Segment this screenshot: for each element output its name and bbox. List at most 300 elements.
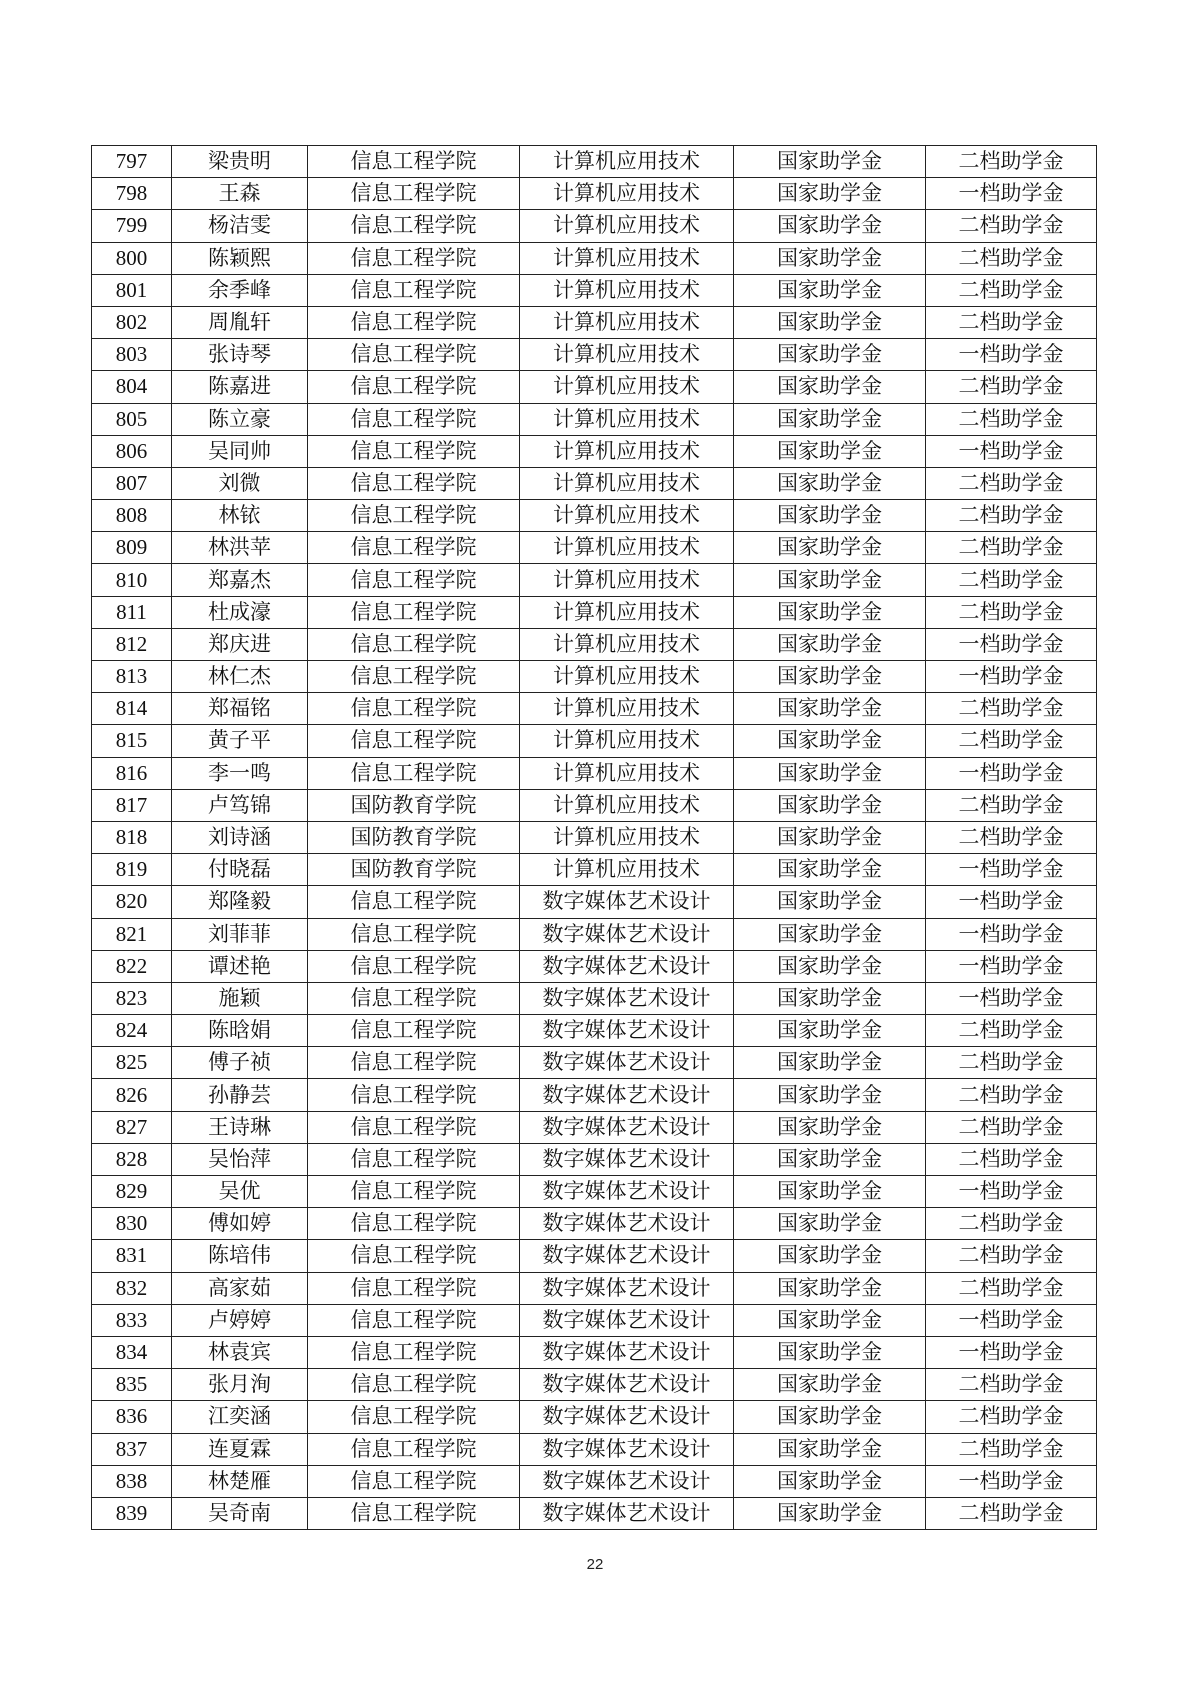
cell-number: 833 (92, 1304, 172, 1336)
cell-college: 国防教育学院 (308, 854, 520, 886)
cell-number: 821 (92, 918, 172, 950)
cell-aid-level: 二档助学金 (926, 596, 1097, 628)
cell-number: 827 (92, 1111, 172, 1143)
cell-college: 信息工程学院 (308, 725, 520, 757)
cell-name: 张月洵 (172, 1369, 308, 1401)
cell-number: 806 (92, 435, 172, 467)
cell-aid-level: 二档助学金 (926, 693, 1097, 725)
cell-number: 820 (92, 886, 172, 918)
cell-name: 吴奇南 (172, 1497, 308, 1529)
cell-major: 数字媒体艺术设计 (520, 1497, 734, 1529)
cell-aid-type: 国家助学金 (734, 918, 926, 950)
cell-aid-level: 二档助学金 (926, 789, 1097, 821)
cell-college: 信息工程学院 (308, 306, 520, 338)
cell-aid-level: 二档助学金 (926, 1143, 1097, 1175)
cell-number: 807 (92, 467, 172, 499)
cell-aid-type: 国家助学金 (734, 274, 926, 306)
cell-major: 数字媒体艺术设计 (520, 1047, 734, 1079)
table-row (92, 242, 1097, 274)
cell-major: 数字媒体艺术设计 (520, 1208, 734, 1240)
cell-major: 数字媒体艺术设计 (520, 1079, 734, 1111)
cell-aid-level: 二档助学金 (926, 1272, 1097, 1304)
cell-college: 国防教育学院 (308, 789, 520, 821)
cell-aid-type: 国家助学金 (734, 1433, 926, 1465)
cell-college: 国防教育学院 (308, 821, 520, 853)
cell-college: 信息工程学院 (308, 178, 520, 210)
table-row (92, 1369, 1097, 1401)
cell-college: 信息工程学院 (308, 403, 520, 435)
cell-aid-type: 国家助学金 (734, 886, 926, 918)
cell-name: 卢婷婷 (172, 1304, 308, 1336)
table-row (92, 435, 1097, 467)
cell-number: 826 (92, 1079, 172, 1111)
cell-aid-level: 二档助学金 (926, 821, 1097, 853)
cell-aid-level: 一档助学金 (926, 757, 1097, 789)
cell-aid-level: 二档助学金 (926, 467, 1097, 499)
cell-aid-type: 国家助学金 (734, 693, 926, 725)
cell-major: 计算机应用技术 (520, 789, 734, 821)
cell-name: 吴同帅 (172, 435, 308, 467)
cell-aid-level: 一档助学金 (926, 886, 1097, 918)
cell-aid-type: 国家助学金 (734, 178, 926, 210)
cell-aid-type: 国家助学金 (734, 306, 926, 338)
cell-name: 梁贵明 (172, 146, 308, 178)
cell-college: 信息工程学院 (308, 1240, 520, 1272)
table-row (92, 1047, 1097, 1079)
cell-major: 计算机应用技术 (520, 306, 734, 338)
cell-major: 数字媒体艺术设计 (520, 1272, 734, 1304)
cell-college: 信息工程学院 (308, 339, 520, 371)
cell-major: 计算机应用技术 (520, 339, 734, 371)
cell-name: 陈立豪 (172, 403, 308, 435)
cell-aid-type: 国家助学金 (734, 1465, 926, 1497)
cell-aid-type: 国家助学金 (734, 403, 926, 435)
cell-aid-level: 二档助学金 (926, 1079, 1097, 1111)
table-row (92, 1079, 1097, 1111)
table-row (92, 1176, 1097, 1208)
cell-college: 信息工程学院 (308, 1497, 520, 1529)
cell-aid-level: 一档助学金 (926, 661, 1097, 693)
cell-college: 信息工程学院 (308, 886, 520, 918)
cell-name: 连夏霖 (172, 1433, 308, 1465)
cell-number: 813 (92, 661, 172, 693)
cell-aid-level: 一档助学金 (926, 1304, 1097, 1336)
cell-aid-type: 国家助学金 (734, 242, 926, 274)
cell-college: 信息工程学院 (308, 1015, 520, 1047)
cell-major: 数字媒体艺术设计 (520, 1369, 734, 1401)
cell-college: 信息工程学院 (308, 1369, 520, 1401)
table-row (92, 1401, 1097, 1433)
table-row (92, 789, 1097, 821)
cell-aid-level: 二档助学金 (926, 1240, 1097, 1272)
cell-college: 信息工程学院 (308, 661, 520, 693)
cell-college: 信息工程学院 (308, 146, 520, 178)
cell-college: 信息工程学院 (308, 242, 520, 274)
cell-number: 802 (92, 306, 172, 338)
cell-major: 计算机应用技术 (520, 435, 734, 467)
cell-name: 王诗琳 (172, 1111, 308, 1143)
cell-number: 819 (92, 854, 172, 886)
table-row (92, 886, 1097, 918)
cell-number: 803 (92, 339, 172, 371)
cell-college: 信息工程学院 (308, 1111, 520, 1143)
cell-aid-type: 国家助学金 (734, 564, 926, 596)
table-row (92, 821, 1097, 853)
cell-college: 信息工程学院 (308, 1176, 520, 1208)
cell-aid-type: 国家助学金 (734, 1336, 926, 1368)
table-row (92, 596, 1097, 628)
cell-number: 801 (92, 274, 172, 306)
cell-aid-type: 国家助学金 (734, 1240, 926, 1272)
cell-college: 信息工程学院 (308, 1143, 520, 1175)
cell-college: 信息工程学院 (308, 1272, 520, 1304)
table-row (92, 661, 1097, 693)
cell-college: 信息工程学院 (308, 628, 520, 660)
cell-major: 计算机应用技术 (520, 628, 734, 660)
cell-aid-type: 国家助学金 (734, 146, 926, 178)
cell-aid-type: 国家助学金 (734, 1304, 926, 1336)
cell-college: 信息工程学院 (308, 1465, 520, 1497)
cell-aid-level: 一档助学金 (926, 339, 1097, 371)
cell-major: 计算机应用技术 (520, 821, 734, 853)
cell-aid-level: 二档助学金 (926, 1208, 1097, 1240)
cell-aid-level: 二档助学金 (926, 725, 1097, 757)
cell-name: 傅如婷 (172, 1208, 308, 1240)
cell-aid-level: 二档助学金 (926, 564, 1097, 596)
cell-major: 计算机应用技术 (520, 274, 734, 306)
cell-aid-level: 一档助学金 (926, 1176, 1097, 1208)
cell-major: 数字媒体艺术设计 (520, 1111, 734, 1143)
cell-aid-type: 国家助学金 (734, 1208, 926, 1240)
cell-college: 信息工程学院 (308, 210, 520, 242)
cell-number: 810 (92, 564, 172, 596)
cell-major: 计算机应用技术 (520, 532, 734, 564)
cell-college: 信息工程学院 (308, 1433, 520, 1465)
cell-aid-level: 二档助学金 (926, 1047, 1097, 1079)
cell-aid-type: 国家助学金 (734, 435, 926, 467)
cell-college: 信息工程学院 (308, 532, 520, 564)
table-row (92, 693, 1097, 725)
table-row (92, 306, 1097, 338)
cell-number: 800 (92, 242, 172, 274)
cell-aid-type: 国家助学金 (734, 532, 926, 564)
cell-aid-type: 国家助学金 (734, 1111, 926, 1143)
cell-name: 谭述艳 (172, 950, 308, 982)
cell-college: 信息工程学院 (308, 371, 520, 403)
cell-aid-level: 二档助学金 (926, 1433, 1097, 1465)
cell-name: 王森 (172, 178, 308, 210)
table-row (92, 146, 1097, 178)
cell-name: 陈晗娟 (172, 1015, 308, 1047)
cell-major: 计算机应用技术 (520, 725, 734, 757)
cell-major: 计算机应用技术 (520, 210, 734, 242)
cell-name: 郑庆进 (172, 628, 308, 660)
cell-name: 陈颖熙 (172, 242, 308, 274)
table-row (92, 1208, 1097, 1240)
cell-college: 信息工程学院 (308, 1304, 520, 1336)
cell-aid-level: 二档助学金 (926, 1497, 1097, 1529)
cell-aid-type: 国家助学金 (734, 1079, 926, 1111)
cell-college: 信息工程学院 (308, 1208, 520, 1240)
table-body (92, 146, 1097, 1530)
cell-college: 信息工程学院 (308, 1336, 520, 1368)
cell-number: 822 (92, 950, 172, 982)
cell-aid-type: 国家助学金 (734, 1401, 926, 1433)
cell-aid-type: 国家助学金 (734, 821, 926, 853)
cell-aid-type: 国家助学金 (734, 628, 926, 660)
cell-aid-level: 一档助学金 (926, 982, 1097, 1014)
cell-aid-level: 二档助学金 (926, 371, 1097, 403)
cell-aid-level: 二档助学金 (926, 306, 1097, 338)
cell-name: 林仁杰 (172, 661, 308, 693)
cell-number: 816 (92, 757, 172, 789)
cell-aid-level: 二档助学金 (926, 274, 1097, 306)
table-row (92, 1497, 1097, 1529)
table-row (92, 371, 1097, 403)
cell-aid-type: 国家助学金 (734, 467, 926, 499)
cell-name: 林袁宾 (172, 1336, 308, 1368)
cell-major: 数字媒体艺术设计 (520, 1433, 734, 1465)
cell-major: 计算机应用技术 (520, 500, 734, 532)
table-row (92, 532, 1097, 564)
cell-aid-level: 一档助学金 (926, 628, 1097, 660)
cell-aid-level: 二档助学金 (926, 146, 1097, 178)
table-row (92, 757, 1097, 789)
cell-number: 830 (92, 1208, 172, 1240)
cell-number: 798 (92, 178, 172, 210)
table-row (92, 210, 1097, 242)
cell-aid-type: 国家助学金 (734, 596, 926, 628)
cell-number: 831 (92, 1240, 172, 1272)
cell-number: 817 (92, 789, 172, 821)
table-row (92, 725, 1097, 757)
cell-aid-level: 一档助学金 (926, 178, 1097, 210)
cell-name: 李一鸣 (172, 757, 308, 789)
cell-name: 张诗琴 (172, 339, 308, 371)
cell-name: 孙静芸 (172, 1079, 308, 1111)
cell-number: 825 (92, 1047, 172, 1079)
cell-aid-type: 国家助学金 (734, 371, 926, 403)
cell-name: 施颖 (172, 982, 308, 1014)
cell-aid-type: 国家助学金 (734, 757, 926, 789)
cell-name: 卢笃锦 (172, 789, 308, 821)
cell-major: 计算机应用技术 (520, 854, 734, 886)
table-row (92, 1240, 1097, 1272)
cell-name: 林洪苹 (172, 532, 308, 564)
cell-name: 傅子祯 (172, 1047, 308, 1079)
cell-major: 数字媒体艺术设计 (520, 1304, 734, 1336)
table-row (92, 1111, 1097, 1143)
cell-aid-type: 国家助学金 (734, 950, 926, 982)
cell-college: 信息工程学院 (308, 1047, 520, 1079)
cell-aid-level: 一档助学金 (926, 950, 1097, 982)
cell-name: 郑嘉杰 (172, 564, 308, 596)
cell-number: 799 (92, 210, 172, 242)
cell-number: 818 (92, 821, 172, 853)
cell-name: 林楚雁 (172, 1465, 308, 1497)
cell-major: 计算机应用技术 (520, 403, 734, 435)
cell-major: 计算机应用技术 (520, 693, 734, 725)
cell-major: 计算机应用技术 (520, 596, 734, 628)
cell-name: 郑福铭 (172, 693, 308, 725)
cell-college: 信息工程学院 (308, 950, 520, 982)
cell-name: 刘菲菲 (172, 918, 308, 950)
cell-aid-level: 二档助学金 (926, 242, 1097, 274)
cell-aid-type: 国家助学金 (734, 854, 926, 886)
cell-name: 刘诗涵 (172, 821, 308, 853)
cell-college: 信息工程学院 (308, 757, 520, 789)
cell-college: 信息工程学院 (308, 274, 520, 306)
page-number: 22 (586, 1556, 604, 1573)
table-row (92, 1336, 1097, 1368)
cell-name: 高家茹 (172, 1272, 308, 1304)
cell-number: 815 (92, 725, 172, 757)
cell-number: 829 (92, 1176, 172, 1208)
cell-name: 陈培伟 (172, 1240, 308, 1272)
cell-name: 付晓磊 (172, 854, 308, 886)
cell-number: 839 (92, 1497, 172, 1529)
cell-major: 数字媒体艺术设计 (520, 886, 734, 918)
cell-aid-level: 二档助学金 (926, 1369, 1097, 1401)
table-row (92, 467, 1097, 499)
cell-aid-type: 国家助学金 (734, 500, 926, 532)
cell-aid-level: 二档助学金 (926, 210, 1097, 242)
cell-aid-type: 国家助学金 (734, 210, 926, 242)
cell-college: 信息工程学院 (308, 564, 520, 596)
cell-major: 数字媒体艺术设计 (520, 1143, 734, 1175)
cell-major: 计算机应用技术 (520, 564, 734, 596)
cell-major: 计算机应用技术 (520, 371, 734, 403)
cell-name: 周胤轩 (172, 306, 308, 338)
cell-aid-type: 国家助学金 (734, 1272, 926, 1304)
cell-number: 834 (92, 1336, 172, 1368)
cell-aid-level: 二档助学金 (926, 1111, 1097, 1143)
cell-major: 数字媒体艺术设计 (520, 1015, 734, 1047)
cell-aid-level: 一档助学金 (926, 435, 1097, 467)
cell-major: 数字媒体艺术设计 (520, 1176, 734, 1208)
cell-number: 814 (92, 693, 172, 725)
cell-name: 吴优 (172, 1176, 308, 1208)
cell-major: 计算机应用技术 (520, 661, 734, 693)
cell-aid-level: 二档助学金 (926, 500, 1097, 532)
cell-number: 811 (92, 596, 172, 628)
cell-college: 信息工程学院 (308, 435, 520, 467)
cell-aid-type: 国家助学金 (734, 1369, 926, 1401)
cell-college: 信息工程学院 (308, 918, 520, 950)
cell-aid-type: 国家助学金 (734, 1497, 926, 1529)
cell-aid-level: 一档助学金 (926, 1336, 1097, 1368)
cell-number: 824 (92, 1015, 172, 1047)
table-row (92, 854, 1097, 886)
cell-aid-type: 国家助学金 (734, 1015, 926, 1047)
cell-college: 信息工程学院 (308, 1401, 520, 1433)
cell-major: 数字媒体艺术设计 (520, 950, 734, 982)
cell-major: 数字媒体艺术设计 (520, 1465, 734, 1497)
table-row (92, 1143, 1097, 1175)
cell-number: 809 (92, 532, 172, 564)
table-row (92, 178, 1097, 210)
cell-number: 836 (92, 1401, 172, 1433)
table-row (92, 950, 1097, 982)
cell-aid-level: 二档助学金 (926, 1401, 1097, 1433)
table-row (92, 274, 1097, 306)
cell-name: 杜成濠 (172, 596, 308, 628)
cell-number: 804 (92, 371, 172, 403)
cell-major: 计算机应用技术 (520, 757, 734, 789)
table-row (92, 1304, 1097, 1336)
cell-aid-level: 一档助学金 (926, 854, 1097, 886)
cell-college: 信息工程学院 (308, 1079, 520, 1111)
cell-aid-type: 国家助学金 (734, 339, 926, 371)
cell-number: 837 (92, 1433, 172, 1465)
cell-name: 郑隆毅 (172, 886, 308, 918)
cell-aid-level: 一档助学金 (926, 918, 1097, 950)
cell-number: 823 (92, 982, 172, 1014)
cell-major: 数字媒体艺术设计 (520, 1336, 734, 1368)
cell-college: 信息工程学院 (308, 596, 520, 628)
table-row (92, 1272, 1097, 1304)
cell-aid-type: 国家助学金 (734, 1047, 926, 1079)
table-row (92, 1465, 1097, 1497)
cell-aid-level: 二档助学金 (926, 1015, 1097, 1047)
table-row (92, 918, 1097, 950)
cell-major: 计算机应用技术 (520, 467, 734, 499)
cell-name: 林铱 (172, 500, 308, 532)
cell-aid-level: 一档助学金 (926, 1465, 1097, 1497)
cell-number: 838 (92, 1465, 172, 1497)
cell-college: 信息工程学院 (308, 500, 520, 532)
cell-aid-level: 二档助学金 (926, 532, 1097, 564)
cell-aid-type: 国家助学金 (734, 661, 926, 693)
table-row (92, 500, 1097, 532)
cell-aid-type: 国家助学金 (734, 1176, 926, 1208)
cell-major: 数字媒体艺术设计 (520, 982, 734, 1014)
cell-aid-type: 国家助学金 (734, 1143, 926, 1175)
table-row (92, 1015, 1097, 1047)
cell-number: 812 (92, 628, 172, 660)
cell-number: 805 (92, 403, 172, 435)
cell-name: 江奕涵 (172, 1401, 308, 1433)
table-row (92, 628, 1097, 660)
cell-major: 数字媒体艺术设计 (520, 918, 734, 950)
cell-name: 陈嘉进 (172, 371, 308, 403)
cell-aid-type: 国家助学金 (734, 982, 926, 1014)
cell-number: 828 (92, 1143, 172, 1175)
cell-aid-type: 国家助学金 (734, 789, 926, 821)
scholarship-table (91, 145, 1097, 1530)
table-row (92, 564, 1097, 596)
table-row (92, 403, 1097, 435)
table-row (92, 1433, 1097, 1465)
cell-name: 余季峰 (172, 274, 308, 306)
cell-number: 835 (92, 1369, 172, 1401)
cell-major: 计算机应用技术 (520, 242, 734, 274)
cell-aid-level: 二档助学金 (926, 403, 1097, 435)
cell-name: 吴怡萍 (172, 1143, 308, 1175)
cell-name: 刘微 (172, 467, 308, 499)
cell-college: 信息工程学院 (308, 982, 520, 1014)
cell-number: 832 (92, 1272, 172, 1304)
cell-number: 808 (92, 500, 172, 532)
cell-name: 杨洁雯 (172, 210, 308, 242)
cell-major: 数字媒体艺术设计 (520, 1401, 734, 1433)
table-row (92, 339, 1097, 371)
cell-college: 信息工程学院 (308, 467, 520, 499)
cell-major: 计算机应用技术 (520, 178, 734, 210)
cell-major: 计算机应用技术 (520, 146, 734, 178)
cell-aid-type: 国家助学金 (734, 725, 926, 757)
table-row (92, 982, 1097, 1014)
